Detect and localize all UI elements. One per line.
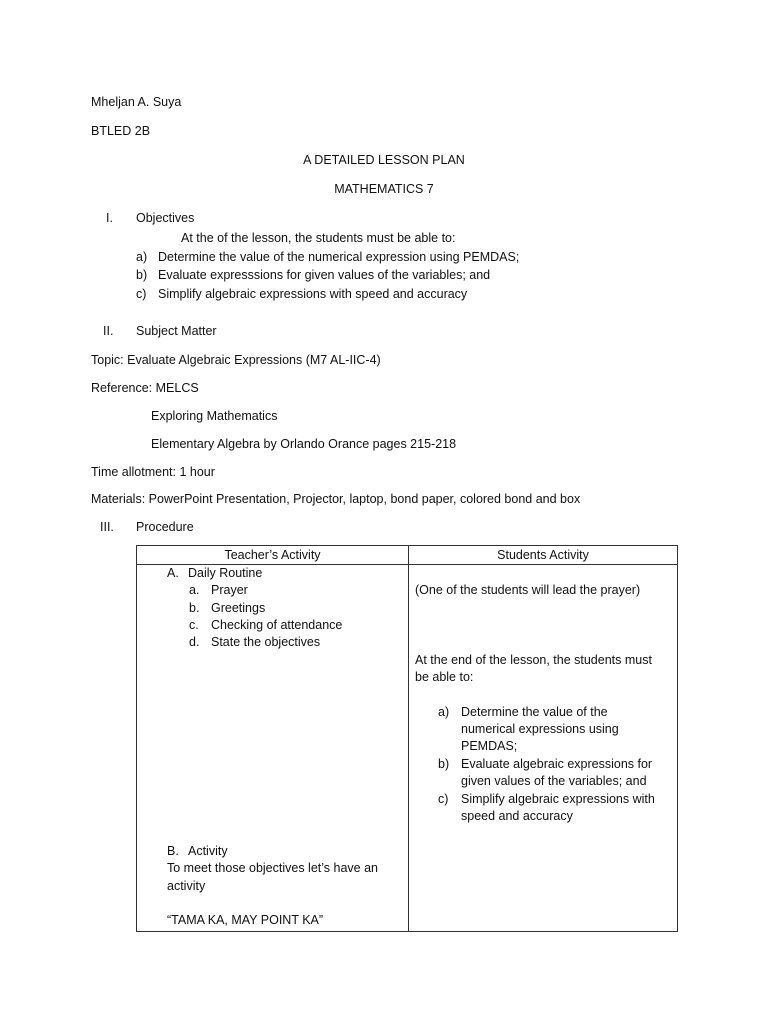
section-letter: B. bbox=[167, 844, 179, 858]
student-objective: Determine the value of the bbox=[461, 705, 608, 719]
student-response: At the end of the lesson, the students must bbox=[415, 653, 652, 667]
subject-matter-numeral: II. bbox=[103, 324, 114, 338]
objective-item: Determine the value of the numerical expression using PEMDAS; bbox=[158, 250, 520, 264]
activity-title: Activity bbox=[188, 844, 228, 858]
daily-routine-title: Daily Routine bbox=[188, 566, 263, 580]
subject-matter-heading: Subject Matter bbox=[136, 324, 217, 338]
table-header-row bbox=[137, 546, 678, 565]
objective-letter: a) bbox=[136, 250, 148, 264]
student-objective: Simplify algebraic expressions with bbox=[461, 792, 655, 806]
objective-letter: b) bbox=[136, 268, 148, 282]
activity-intro: activity bbox=[167, 879, 206, 893]
subject-title: MATHEMATICS 7 bbox=[334, 182, 434, 196]
routine-letter: b. bbox=[189, 601, 200, 615]
routine-letter: c. bbox=[189, 618, 199, 632]
student-objective: Evaluate algebraic expressions for bbox=[461, 757, 653, 771]
procedure-heading: Procedure bbox=[136, 520, 194, 534]
student-objective: numerical expressions using bbox=[461, 722, 619, 736]
section-letter: A. bbox=[167, 566, 179, 580]
routine-item: Greetings bbox=[211, 601, 266, 615]
materials-line: Materials: PowerPoint Presentation, Projector, laptop, bond paper, colored bond and box bbox=[91, 492, 581, 506]
table-row bbox=[137, 565, 678, 932]
objective-letter: c) bbox=[136, 287, 147, 301]
author-name: Mheljan A. Suya bbox=[91, 95, 182, 109]
student-objective-letter: c) bbox=[438, 792, 449, 806]
routine-letter: a. bbox=[189, 583, 200, 597]
procedure-numeral: III. bbox=[100, 520, 114, 534]
time-allotment-line: Time allotment: 1 hour bbox=[91, 465, 215, 479]
routine-letter: d. bbox=[189, 635, 200, 649]
procedure-table bbox=[136, 545, 678, 932]
student-objective: PEMDAS; bbox=[461, 739, 518, 753]
objective-item: Simplify algebraic expressions with speed and accuracy bbox=[158, 287, 468, 301]
objectives-intro: At the of the lesson, the students must be able to: bbox=[181, 231, 456, 245]
document-title: A DETAILED LESSON PLAN bbox=[303, 153, 465, 167]
student-objective: speed and accuracy bbox=[461, 809, 573, 823]
students-activity-cell bbox=[409, 565, 678, 932]
objectives-heading: Objectives bbox=[136, 211, 195, 225]
teacher-activity-header: Teacher’s Activity bbox=[137, 546, 409, 565]
routine-item: State the objectives bbox=[211, 635, 321, 649]
reference-line: Reference: MELCS bbox=[91, 381, 199, 395]
student-objective: given values of the variables; and bbox=[461, 774, 647, 788]
objective-item: Evaluate expresssions for given values of the variables; and bbox=[158, 268, 491, 282]
teacher-activity-cell bbox=[137, 565, 409, 932]
routine-item: Checking of attendance bbox=[211, 618, 343, 632]
routine-item: Prayer bbox=[211, 583, 248, 597]
student-response: be able to: bbox=[415, 670, 474, 684]
objectives-numeral: I. bbox=[106, 211, 113, 225]
reference-item: Elementary Algebra by Orlando Orance pages 215-218 bbox=[151, 437, 457, 451]
class-section: BTLED 2B bbox=[91, 124, 151, 138]
students-activity-header: Students Activity bbox=[409, 546, 678, 565]
reference-item: Exploring Mathematics bbox=[151, 409, 278, 423]
activity-game-title: “TAMA KA, MAY POINT KA” bbox=[167, 913, 324, 927]
student-response: (One of the students will lead the prayer) bbox=[415, 583, 641, 597]
activity-intro: To meet those objectives let’s have an bbox=[167, 861, 379, 875]
student-objective-letter: a) bbox=[438, 705, 450, 719]
student-objective-letter: b) bbox=[438, 757, 450, 771]
topic-line: Topic: Evaluate Algebraic Expressions (M7 AL-IIC-4) bbox=[91, 353, 381, 367]
